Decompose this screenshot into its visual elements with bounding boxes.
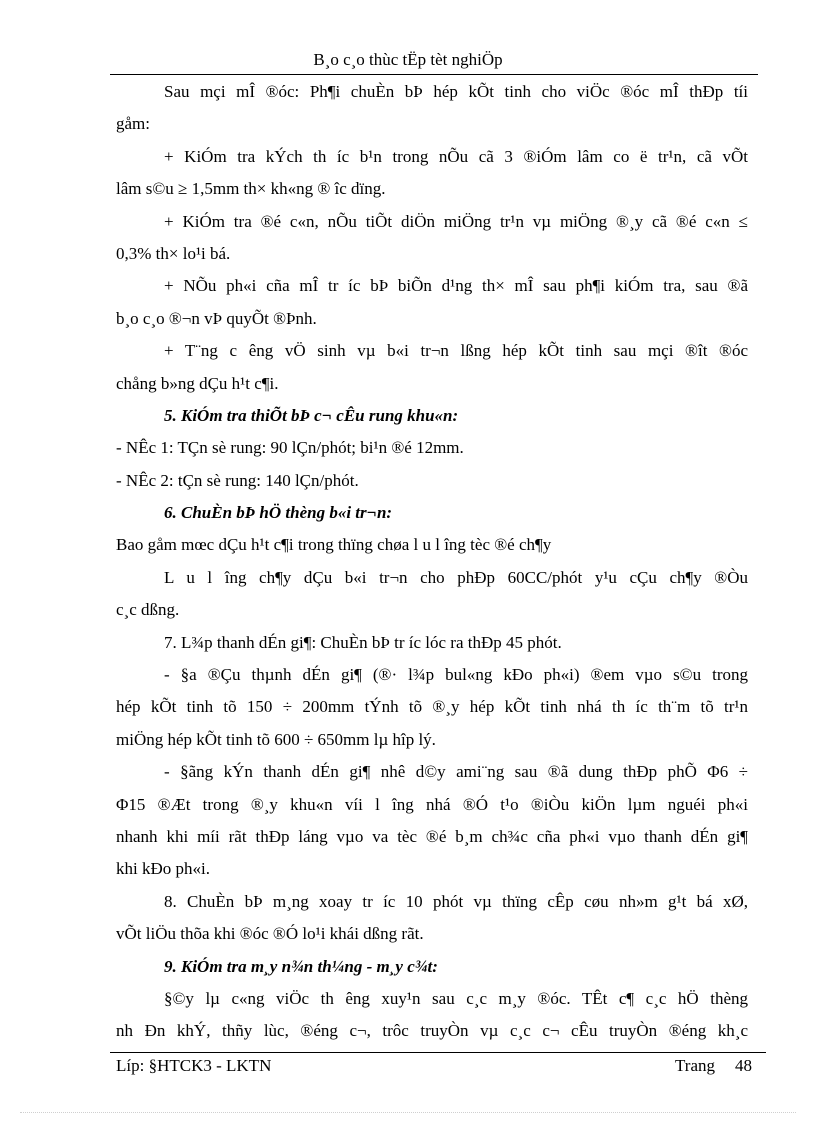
text-line: Bao gåm mœc dÇu h¹t c¶i trong thïng chøa l u l îng tèc ®é ch¶y xyxy=(116,535,552,555)
section-heading: 6. ChuÈn bÞ hÖ thèng b«i tr¬n: xyxy=(164,503,393,523)
text-line: + KiÓm tra kÝch th íc b¹n trong nÕu cã 3 ®iÓm lâm co ë tr¹n, cã vÕt xyxy=(164,146,748,166)
footer-page-label: Trang xyxy=(675,1056,715,1075)
text-line: - NÊc 1: TÇn sè rung: 90 lÇn/phót; bi¹n ®é 12mm. xyxy=(116,438,464,458)
text-line: 7. L¾p thanh dÉn gi¶: ChuÈn bÞ tr íc lóc ra thÐp 45 phót. xyxy=(164,632,562,652)
footer-page-number: 48 xyxy=(735,1056,752,1075)
text-line: - §ãng kÝn thanh dÉn gi¶ nhê d©y ami¨ng sau ®ã dung thÐp phÕ Φ6 ÷ xyxy=(164,762,748,782)
text-line: + T¨ng c êng vÖ sinh vµ b«i tr¬n lßng hép kÕt tinh sau mçi ®ît ®óc xyxy=(164,341,748,361)
text-line: + NÕu ph«i cña mÎ tr íc bÞ biÕn d¹ng th× mÎ sau ph¶i kiÓm tra, sau ®ã xyxy=(164,276,748,296)
text-line: khi kÐo ph«i. xyxy=(116,859,210,879)
text-line: c¸c dßng. xyxy=(116,600,180,620)
text-line: 8. ChuÈn bÞ m¸ng xoay tr íc 10 phót vµ thïng cÊp cøu nh»m g¹t bá xØ, xyxy=(164,891,748,911)
document-body xyxy=(116,76,748,1048)
text-line: L u l îng ch¶y dÇu b«i tr¬n cho phÐp 60CC/phót y¹u cÇu ch¶y ®Òu xyxy=(164,567,748,587)
text-line: 0,3% th× lo¹i bá. xyxy=(116,243,231,263)
text-line: - NÊc 2: tÇn sè rung: 140 lÇn/phót. xyxy=(116,470,359,490)
text-line: chång b»ng dÇu h¹t c¶i. xyxy=(116,373,279,393)
text-line: hép kÕt tinh tõ 150 ÷ 200mm tÝnh tõ ®¸y hép kÕt tinh nhá th íc th¨m tõ tr¹n xyxy=(116,697,748,717)
text-line: miÖng hép kÕt tinh tõ 600 ÷ 650mm lµ hîp lý. xyxy=(116,729,436,749)
footer-divider xyxy=(110,1052,766,1053)
section-heading: 9. KiÓm tra m¸y n¾n th¼ng - m¸y c¾t: xyxy=(164,956,438,976)
text-line: nh Ðn khÝ, thñy lùc, ®éng c¬, trôc truyÒn vµ c¸c c¬ cÊu truyÒn ®éng kh¸c xyxy=(116,1021,748,1041)
text-line: Φ15 ®Æt trong ®¸y khu«n víi l îng nhá ®Ó t¹o ®iÒu kiÖn lµm nguéi ph«i xyxy=(116,794,748,814)
section-heading: 5. KiÓm tra thiÕt bÞ c¬ cÊu rung khu«n: xyxy=(164,405,459,425)
page-header: B¸o c¸o thùc tËp tèt nghiÖp xyxy=(313,50,503,69)
header-divider xyxy=(110,74,758,75)
footer-page-info xyxy=(655,1054,752,1078)
text-line: vÕt liÖu thõa khi ®óc ®Ó lo¹i khái dßng rãt. xyxy=(116,924,424,944)
text-line: §©y lµ c«ng viÖc th êng xuy¹n sau c¸c m¸y ®óc. TÊt c¶ c¸c hÖ thèng xyxy=(164,988,748,1008)
text-line: + KiÓm tra ®é c«n, nÕu tiÕt diÖn miÖng tr¹n vµ miÖng ®¸y cã ®é c«n ≤ xyxy=(164,211,748,231)
text-line: b¸o c¸o ®¬n vÞ quyÕt ®Þnh. xyxy=(116,308,317,328)
text-line: nhanh khi míi rãt thÐp láng vµo va tèc ®é b¸m ch¾c cña ph«i vµo thanh dÉn gi¶ xyxy=(116,826,748,846)
text-line: - §a ®Çu thµnh dÉn gi¶ (®· l¾p bul«ng kÐo ph«i) ®em vµo s©u trong xyxy=(164,665,748,685)
footer-class-label: Líp: §HTCK3 - LKTN xyxy=(116,1056,272,1075)
text-line: gåm: xyxy=(116,114,150,134)
text-line: Sau mçi mÎ ®óc: Ph¶i chuÈn bÞ hép kÕt tinh cho viÖc ®óc mÎ thÐp tíi xyxy=(164,82,748,101)
text-line: lâm s©u ≥ 1,5mm th× kh«ng ® îc dïng. xyxy=(116,179,386,199)
page-edge xyxy=(20,1112,796,1113)
